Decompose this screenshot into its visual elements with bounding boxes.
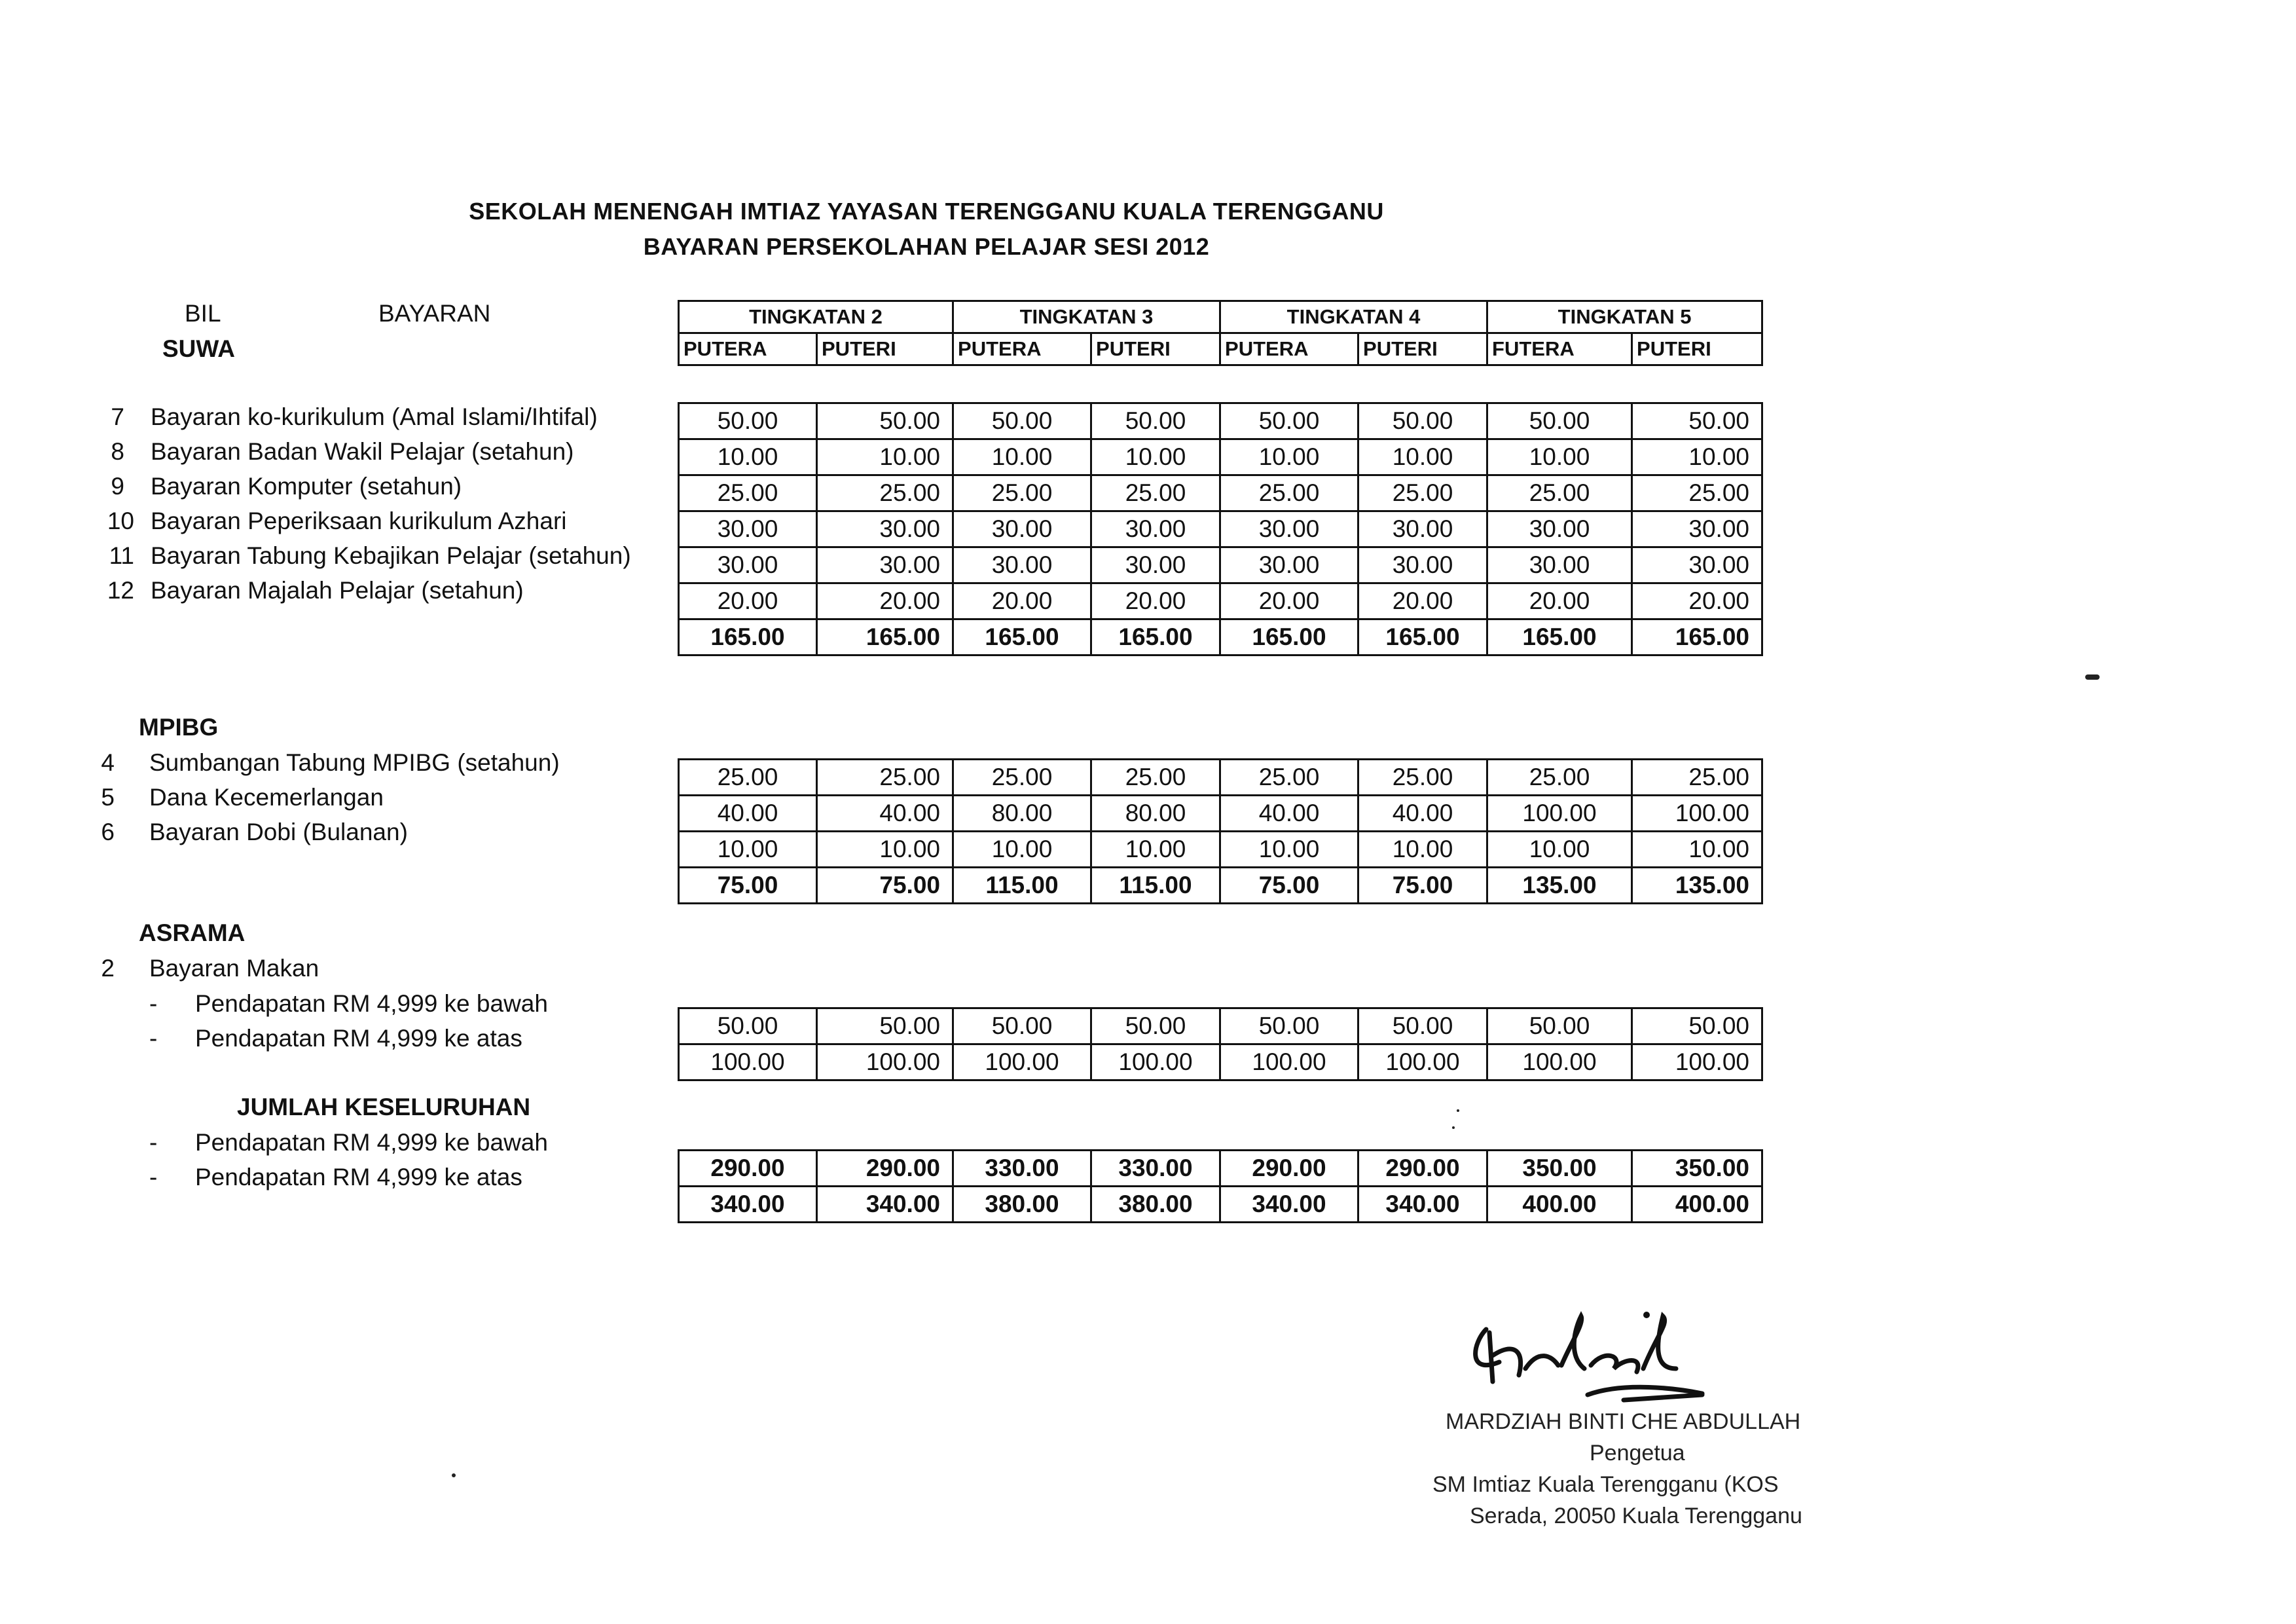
- fee-cell: 50.00: [1220, 403, 1358, 439]
- row-label: Pendapatan RM 4,999 ke bawah: [195, 1129, 548, 1156]
- fee-cell: 10.00: [817, 832, 953, 868]
- item-label: Bayaran Dobi (Bulanan): [149, 819, 408, 845]
- total-cell: 75.00: [817, 868, 953, 904]
- fee-cell: 100.00: [1632, 1044, 1762, 1080]
- asrama-section-title: ASRAMA: [139, 919, 246, 946]
- level-header: TINGKATAN 2: [679, 301, 953, 333]
- fee-cell: 10.00: [817, 439, 953, 475]
- gender-header-row: [679, 333, 1762, 365]
- table-row: [679, 796, 1762, 832]
- level-header: TINGKATAN 5: [1487, 301, 1762, 333]
- total-cell: 340.00: [1358, 1187, 1487, 1223]
- fee-cell: 10.00: [1487, 832, 1632, 868]
- item-number: 10: [107, 507, 134, 534]
- item-label: Bayaran Tabung Kebajikan Pelajar (setahun): [151, 542, 631, 569]
- level-header-row: [679, 301, 1762, 333]
- total-cell: 290.00: [679, 1151, 817, 1187]
- fee-cell: 50.00: [1487, 403, 1632, 439]
- fee-cell: 50.00: [679, 403, 817, 439]
- total-cell: 350.00: [1632, 1151, 1762, 1187]
- fee-cell: 25.00: [953, 475, 1091, 511]
- total-row: [679, 1187, 1762, 1223]
- fee-cell: 30.00: [1091, 511, 1220, 547]
- fee-cell: 20.00: [1632, 583, 1762, 619]
- jumlah-total-table: [678, 1149, 1763, 1223]
- item-number: 2: [101, 955, 115, 982]
- fee-cell: 25.00: [1091, 475, 1220, 511]
- fee-cell: 10.00: [953, 439, 1091, 475]
- item-number: 8: [111, 438, 124, 465]
- document-subtitle: BAYARAN PERSEKOLAHAN PELAJAR SESI 2012: [643, 233, 1210, 260]
- item-label: Bayaran Peperiksaan kurikulum Azhari: [151, 507, 567, 534]
- total-cell: 115.00: [953, 868, 1091, 904]
- item-number: 6: [101, 819, 115, 845]
- signatory-address: Serada, 20050 Kuala Terengganu: [1470, 1504, 1802, 1528]
- fee-cell: 40.00: [679, 796, 817, 832]
- suwa-fee-table: [678, 402, 1763, 656]
- fee-cell: 10.00: [1220, 439, 1358, 475]
- fee-cell: 10.00: [679, 832, 817, 868]
- fee-cell: 100.00: [1091, 1044, 1220, 1080]
- fee-cell: 25.00: [1487, 760, 1632, 796]
- fee-cell: 10.00: [1632, 439, 1762, 475]
- fee-cell: 50.00: [1220, 1008, 1358, 1044]
- total-row: [679, 1151, 1762, 1187]
- fee-cell: 80.00: [1091, 796, 1220, 832]
- item-label: Bayaran ko-kurikulum (Amal Islami/Ihtifal): [151, 403, 598, 430]
- fee-cell: 50.00: [1358, 403, 1487, 439]
- fee-cell: 100.00: [1487, 796, 1632, 832]
- gender-header: PUTERI: [817, 333, 953, 365]
- fee-cell: 50.00: [1487, 1008, 1632, 1044]
- fee-cell: 25.00: [679, 760, 817, 796]
- total-cell: 115.00: [1091, 868, 1220, 904]
- fee-cell: 50.00: [953, 403, 1091, 439]
- fee-cell: 25.00: [817, 760, 953, 796]
- total-cell: 340.00: [679, 1187, 817, 1223]
- fee-cell: 10.00: [1091, 832, 1220, 868]
- total-cell: 165.00: [953, 619, 1091, 655]
- table-row: [679, 760, 1762, 796]
- table-row: [679, 475, 1762, 511]
- level-header: TINGKATAN 3: [953, 301, 1220, 333]
- fee-cell: 10.00: [679, 439, 817, 475]
- jumlah-section-title: JUMLAH KESELURUHAN: [237, 1094, 531, 1120]
- total-cell: 380.00: [1091, 1187, 1220, 1223]
- fee-cell: 20.00: [817, 583, 953, 619]
- signatory-position: Pengetua: [1590, 1441, 1685, 1466]
- fee-cell: 50.00: [953, 1008, 1091, 1044]
- item-number: 5: [101, 784, 115, 811]
- table-row: [679, 511, 1762, 547]
- fee-cell: 30.00: [679, 511, 817, 547]
- fee-cell: 40.00: [1220, 796, 1358, 832]
- fee-cell: 30.00: [953, 511, 1091, 547]
- fee-cell: 10.00: [1358, 832, 1487, 868]
- total-cell: 165.00: [679, 619, 817, 655]
- total-cell: 165.00: [1358, 619, 1487, 655]
- total-row: [679, 619, 1762, 655]
- row-dash: -: [149, 1025, 158, 1052]
- total-cell: 75.00: [1220, 868, 1358, 904]
- gender-header: PUTERI: [1632, 333, 1762, 365]
- fee-cell: 25.00: [1632, 475, 1762, 511]
- total-cell: 165.00: [1220, 619, 1358, 655]
- scan-speck: [1457, 1109, 1459, 1112]
- asrama-fee-table: [678, 1007, 1763, 1081]
- fee-cell: 25.00: [1358, 475, 1487, 511]
- total-cell: 400.00: [1487, 1187, 1632, 1223]
- fee-cell: 10.00: [1632, 832, 1762, 868]
- gender-header: PUTERI: [1091, 333, 1220, 365]
- item-number: 11: [109, 542, 134, 569]
- total-cell: 350.00: [1487, 1151, 1632, 1187]
- fee-cell: 25.00: [953, 760, 1091, 796]
- total-cell: 340.00: [817, 1187, 953, 1223]
- fee-cell: 40.00: [1358, 796, 1487, 832]
- table-row: [679, 1008, 1762, 1044]
- fee-cell: 30.00: [817, 511, 953, 547]
- total-cell: 290.00: [1220, 1151, 1358, 1187]
- total-cell: 165.00: [1632, 619, 1762, 655]
- fee-cell: 40.00: [817, 796, 953, 832]
- fee-cell: 25.00: [679, 475, 817, 511]
- bayaran-header: BAYARAN: [378, 300, 491, 327]
- fee-cell: 10.00: [1220, 832, 1358, 868]
- item-label: Sumbangan Tabung MPIBG (setahun): [149, 749, 560, 776]
- fee-cell: 10.00: [1487, 439, 1632, 475]
- fee-cell: 25.00: [1632, 760, 1762, 796]
- fee-cell: 30.00: [1220, 547, 1358, 583]
- total-cell: 290.00: [817, 1151, 953, 1187]
- item-number: 9: [111, 473, 124, 500]
- scan-mark: [2085, 674, 2100, 680]
- fee-cell: 100.00: [1487, 1044, 1632, 1080]
- fee-cell: 30.00: [1091, 547, 1220, 583]
- total-cell: 75.00: [679, 868, 817, 904]
- column-header-table: [678, 300, 1763, 366]
- row-label: Pendapatan RM 4,999 ke atas: [195, 1025, 522, 1052]
- fee-cell: 30.00: [1632, 511, 1762, 547]
- fee-cell: 100.00: [953, 1044, 1091, 1080]
- fee-cell: 100.00: [1220, 1044, 1358, 1080]
- row-dash: -: [149, 990, 158, 1017]
- mpibg-section-title: MPIBG: [139, 714, 219, 741]
- fee-cell: 20.00: [1358, 583, 1487, 619]
- total-cell: 290.00: [1358, 1151, 1487, 1187]
- row-label: Pendapatan RM 4,999 ke bawah: [195, 990, 548, 1017]
- scan-speck: [1452, 1126, 1455, 1129]
- table-row: [679, 1044, 1762, 1080]
- fee-cell: 30.00: [1487, 511, 1632, 547]
- fee-cell: 20.00: [679, 583, 817, 619]
- fee-cell: 50.00: [1632, 403, 1762, 439]
- fee-cell: 10.00: [1358, 439, 1487, 475]
- level-header: TINGKATAN 4: [1220, 301, 1487, 333]
- table-row: [679, 583, 1762, 619]
- table-row: [679, 832, 1762, 868]
- fee-cell: 30.00: [953, 547, 1091, 583]
- table-row: [679, 439, 1762, 475]
- signatory-name: MARDZIAH BINTI CHE ABDULLAH: [1446, 1409, 1801, 1434]
- mpibg-fee-table: [678, 758, 1763, 904]
- fee-cell: 25.00: [1358, 760, 1487, 796]
- table-row: [679, 547, 1762, 583]
- fee-cell: 30.00: [1632, 547, 1762, 583]
- fee-cell: 20.00: [1091, 583, 1220, 619]
- fee-cell: 25.00: [817, 475, 953, 511]
- gender-header: PUTERA: [1220, 333, 1358, 365]
- total-cell: 75.00: [1358, 868, 1487, 904]
- fee-cell: 50.00: [1358, 1008, 1487, 1044]
- total-cell: 340.00: [1220, 1187, 1358, 1223]
- total-cell: 165.00: [1487, 619, 1632, 655]
- fee-cell: 10.00: [1091, 439, 1220, 475]
- item-number: 7: [111, 403, 124, 430]
- fee-cell: 25.00: [1220, 760, 1358, 796]
- fee-cell: 50.00: [679, 1008, 817, 1044]
- fee-cell: 50.00: [1091, 1008, 1220, 1044]
- item-label: Dana Kecemerlangan: [149, 784, 384, 811]
- gender-header: PUTERI: [1358, 333, 1487, 365]
- row-label: Pendapatan RM 4,999 ke atas: [195, 1164, 522, 1190]
- item-label: Bayaran Komputer (setahun): [151, 473, 462, 500]
- total-cell: 165.00: [817, 619, 953, 655]
- fee-cell: 10.00: [953, 832, 1091, 868]
- fee-cell: 50.00: [817, 1008, 953, 1044]
- fee-cell: 20.00: [1487, 583, 1632, 619]
- fee-cell: 100.00: [1632, 796, 1762, 832]
- row-dash: -: [149, 1129, 158, 1156]
- total-cell: 135.00: [1632, 868, 1762, 904]
- fee-cell: 30.00: [1487, 547, 1632, 583]
- signatory-school: SM Imtiaz Kuala Terengganu (KOS: [1432, 1472, 1779, 1497]
- fee-cell: 80.00: [953, 796, 1091, 832]
- total-cell: 400.00: [1632, 1187, 1762, 1223]
- scan-speck: [452, 1473, 456, 1477]
- fee-cell: 100.00: [679, 1044, 817, 1080]
- fee-cell: 20.00: [953, 583, 1091, 619]
- item-label: Bayaran Makan: [149, 955, 319, 982]
- handwritten-signature: [1427, 1303, 1833, 1421]
- gender-header: PUTERA: [953, 333, 1091, 365]
- fee-cell: 25.00: [1091, 760, 1220, 796]
- suwa-header: SUWA: [162, 335, 235, 362]
- table-row: [679, 403, 1762, 439]
- fee-cell: 30.00: [1358, 547, 1487, 583]
- row-dash: -: [149, 1164, 158, 1190]
- fee-cell: 30.00: [817, 547, 953, 583]
- gender-header: PUTERA: [679, 333, 817, 365]
- fee-cell: 30.00: [1358, 511, 1487, 547]
- fee-cell: 50.00: [1632, 1008, 1762, 1044]
- fee-cell: 50.00: [817, 403, 953, 439]
- fee-cell: 20.00: [1220, 583, 1358, 619]
- total-cell: 165.00: [1091, 619, 1220, 655]
- total-cell: 380.00: [953, 1187, 1091, 1223]
- fee-cell: 30.00: [1220, 511, 1358, 547]
- fee-cell: 25.00: [1220, 475, 1358, 511]
- item-number: 12: [107, 577, 134, 604]
- item-label: Bayaran Majalah Pelajar (setahun): [151, 577, 524, 604]
- item-number: 4: [101, 749, 115, 776]
- fee-cell: 100.00: [817, 1044, 953, 1080]
- total-row: [679, 868, 1762, 904]
- document-title: SEKOLAH MENENGAH IMTIAZ YAYASAN TERENGGANU KUALA TERENGGANU: [469, 198, 1384, 225]
- fee-cell: 25.00: [1487, 475, 1632, 511]
- fee-cell: 30.00: [679, 547, 817, 583]
- total-cell: 330.00: [1091, 1151, 1220, 1187]
- item-label: Bayaran Badan Wakil Pelajar (setahun): [151, 438, 574, 465]
- fee-cell: 50.00: [1091, 403, 1220, 439]
- total-cell: 135.00: [1487, 868, 1632, 904]
- fee-cell: 100.00: [1358, 1044, 1487, 1080]
- total-cell: 330.00: [953, 1151, 1091, 1187]
- bil-header: BIL: [185, 300, 221, 327]
- gender-header: FUTERA: [1487, 333, 1632, 365]
